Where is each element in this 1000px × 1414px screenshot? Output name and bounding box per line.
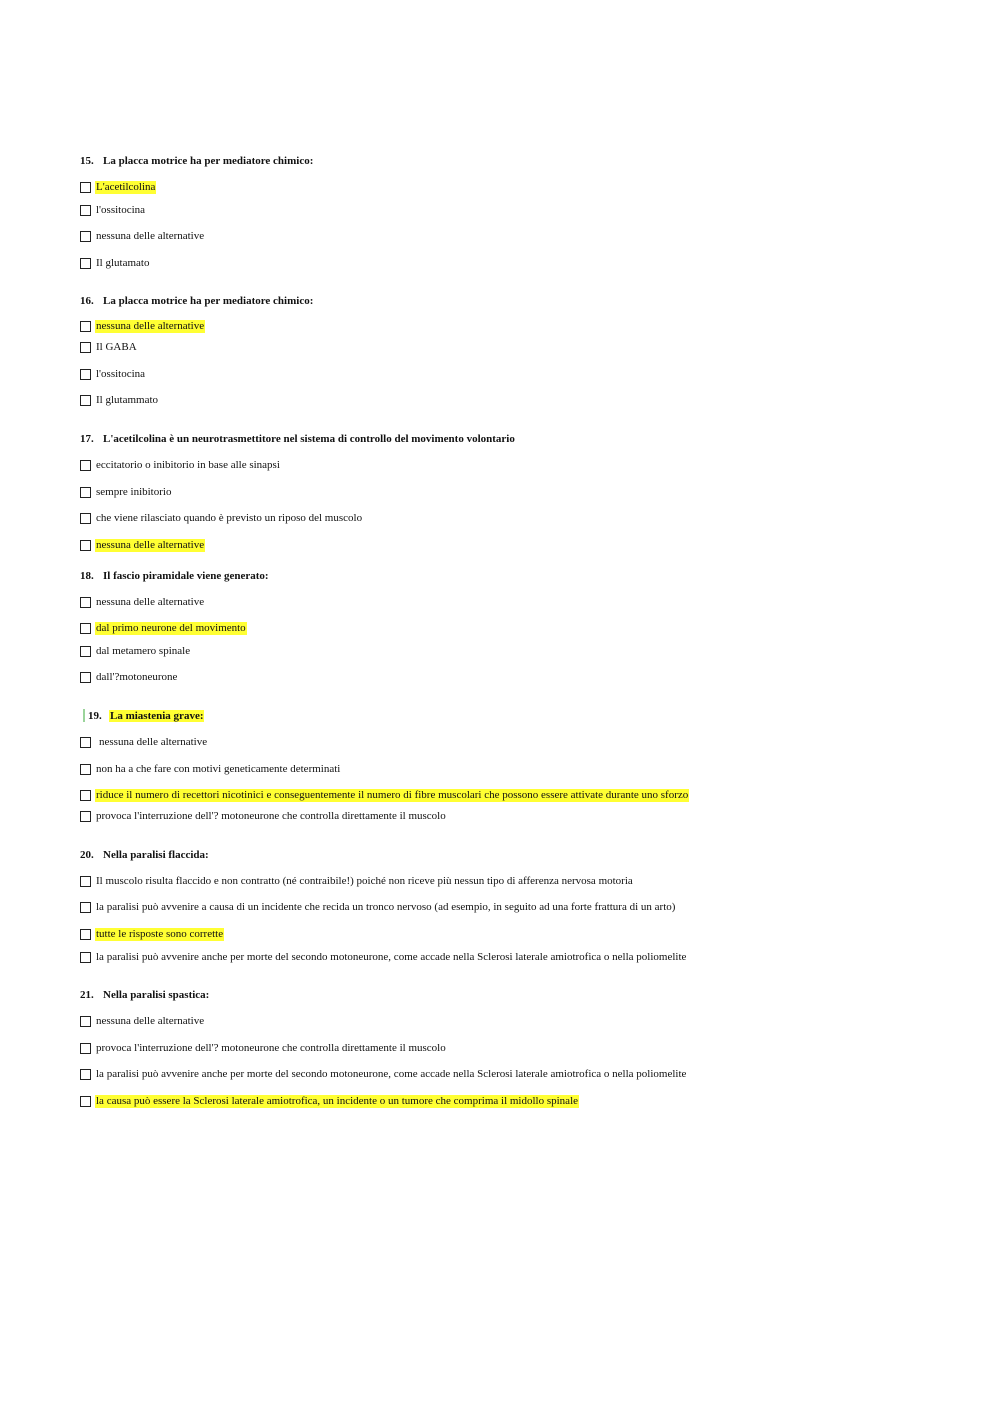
option-label: nessuna delle alternative: [96, 595, 205, 608]
option-label: che viene rilasciato quando è previsto un riposo del muscolo: [96, 511, 363, 524]
option-15-3[interactable]: [80, 229, 205, 243]
option-label: la paralisi può avvenire a causa di un incidente che recida un tronco nervoso (ad esempio, in seguito ad una forte frattura di un arto): [96, 900, 676, 913]
option-16-1[interactable]: [80, 319, 205, 333]
checkbox[interactable]: [80, 790, 91, 801]
question-21: [80, 989, 209, 1001]
question-number: 18.: [80, 570, 94, 582]
question-17: [80, 433, 515, 445]
option-21-3[interactable]: [80, 1067, 687, 1081]
question-number: 16.: [80, 295, 94, 307]
option-16-2[interactable]: [80, 340, 138, 354]
checkbox[interactable]: [80, 811, 91, 822]
question-number: 15.: [80, 155, 94, 167]
option-label: la causa può essere la Sclerosi laterale amiotrofica, un incidente o un tumore che comprima il midollo spinale: [96, 1094, 579, 1107]
checkbox[interactable]: [80, 1016, 91, 1027]
option-label: dal primo neurone del movimento: [96, 621, 246, 634]
question-text: La placca motrice ha per mediatore chimico:: [103, 155, 314, 167]
checkbox[interactable]: [80, 231, 91, 242]
option-17-4[interactable]: [80, 538, 205, 552]
checkbox[interactable]: [80, 929, 91, 940]
question-number: 19.: [88, 710, 102, 722]
checkbox[interactable]: [80, 597, 91, 608]
question-text: Il fascio piramidale viene generato:: [103, 570, 269, 582]
option-label: la paralisi può avvenire anche per morte del secondo motoneurone, come accade nella Sclerosi laterale amiotrofica o nella poliomelite: [96, 950, 687, 963]
question-18: [80, 570, 269, 582]
question-text: L'acetilcolina è un neurotrasmettitore nel sistema di controllo del movimento volontario: [103, 433, 515, 445]
option-19-3[interactable]: [80, 788, 689, 802]
option-15-2[interactable]: [80, 203, 146, 217]
checkbox[interactable]: [80, 258, 91, 269]
option-label: Il muscolo risulta flaccido e non contratto (né contraibile!) poiché non riceve più nessun tipo di afferenza nervosa motoria: [96, 874, 633, 887]
question-number: 21.: [80, 989, 94, 1001]
option-18-4[interactable]: [80, 670, 178, 684]
option-label: eccitatorio o inibitorio in base alle sinapsi: [96, 458, 280, 471]
option-20-4[interactable]: [80, 950, 687, 964]
option-label: Il glutamato: [96, 256, 150, 269]
question-20: [80, 849, 209, 861]
option-label: l'ossitocina: [96, 367, 146, 380]
checkbox[interactable]: [80, 540, 91, 551]
option-15-1[interactable]: [80, 180, 156, 194]
question-text: Nella paralisi flaccida:: [103, 849, 209, 861]
checkbox[interactable]: [80, 182, 91, 193]
checkbox[interactable]: [80, 902, 91, 913]
checkbox[interactable]: [80, 395, 91, 406]
option-label: nessuna delle alternative: [96, 319, 205, 332]
checkbox[interactable]: [80, 321, 91, 332]
option-label: tutte le risposte sono corrette: [96, 927, 224, 940]
checkbox[interactable]: [80, 952, 91, 963]
checkbox[interactable]: [80, 672, 91, 683]
option-label: nessuna delle alternative: [99, 735, 208, 748]
question-16: [80, 295, 313, 307]
question-text: Nella paralisi spastica:: [103, 989, 210, 1001]
checkbox[interactable]: [80, 369, 91, 380]
option-18-1[interactable]: [80, 595, 205, 609]
question-text: La placca motrice ha per mediatore chimico:: [103, 295, 314, 307]
checkbox[interactable]: [80, 513, 91, 524]
option-label: nessuna delle alternative: [96, 538, 205, 551]
option-18-3[interactable]: [80, 644, 191, 658]
option-17-1[interactable]: [80, 458, 281, 472]
option-label: provoca l'interruzione dell'? motoneurone che controlla direttamente il muscolo: [96, 809, 446, 822]
option-15-4[interactable]: [80, 256, 150, 270]
option-17-2[interactable]: [80, 485, 172, 499]
checkbox[interactable]: [80, 646, 91, 657]
option-label: sempre inibitorio: [96, 485, 172, 498]
option-21-1[interactable]: [80, 1014, 205, 1028]
option-19-2[interactable]: [80, 762, 341, 776]
checkbox[interactable]: [80, 1069, 91, 1080]
option-16-3[interactable]: [80, 367, 146, 381]
option-label: la paralisi può avvenire anche per morte del secondo motoneurone, come accade nella Sclerosi laterale amiotrofica o nella poliomelite: [96, 1067, 687, 1080]
checkbox[interactable]: [80, 1096, 91, 1107]
option-label: dal metamero spinale: [96, 644, 191, 657]
checkbox[interactable]: [80, 764, 91, 775]
option-label: nessuna delle alternative: [96, 1014, 205, 1027]
question-text: La miastenia grave:: [110, 710, 204, 722]
option-20-1[interactable]: [80, 874, 634, 888]
checkbox[interactable]: [80, 460, 91, 471]
question-15: [80, 155, 313, 167]
option-19-1[interactable]: [80, 735, 208, 749]
checkbox[interactable]: [80, 342, 91, 353]
question-number: 20.: [80, 849, 94, 861]
option-label: L'acetilcolina: [96, 180, 156, 193]
option-label: nessuna delle alternative: [96, 229, 205, 242]
question-19: [88, 710, 204, 722]
checkbox[interactable]: [80, 876, 91, 887]
option-21-4[interactable]: [80, 1094, 579, 1108]
checkbox[interactable]: [80, 623, 91, 634]
option-17-3[interactable]: [80, 511, 363, 525]
option-21-2[interactable]: [80, 1041, 447, 1055]
option-20-2[interactable]: [80, 900, 676, 914]
option-19-4[interactable]: [80, 809, 447, 823]
checkbox[interactable]: [80, 487, 91, 498]
option-label: Il GABA: [96, 340, 137, 353]
option-18-2[interactable]: [80, 621, 247, 635]
checkbox[interactable]: [80, 205, 91, 216]
question-number: 17.: [80, 433, 94, 445]
option-16-4[interactable]: [80, 393, 159, 407]
checkbox[interactable]: [80, 737, 91, 748]
option-label: non ha a che fare con motivi geneticamente determinati: [96, 762, 341, 775]
option-label: riduce il numero di recettori nicotinici e conseguentemente il numero di fibre muscolari che possono essere attivate durante uno sforzo: [96, 788, 689, 801]
option-label: l'ossitocina: [96, 203, 146, 216]
option-label: dall'?motoneurone: [96, 670, 178, 683]
checkbox[interactable]: [80, 1043, 91, 1054]
option-20-3[interactable]: [80, 927, 224, 941]
option-label: provoca l'interruzione dell'? motoneurone che controlla direttamente il muscolo: [96, 1041, 446, 1054]
option-label: Il glutammato: [96, 393, 159, 406]
edit-marker: [83, 709, 85, 722]
